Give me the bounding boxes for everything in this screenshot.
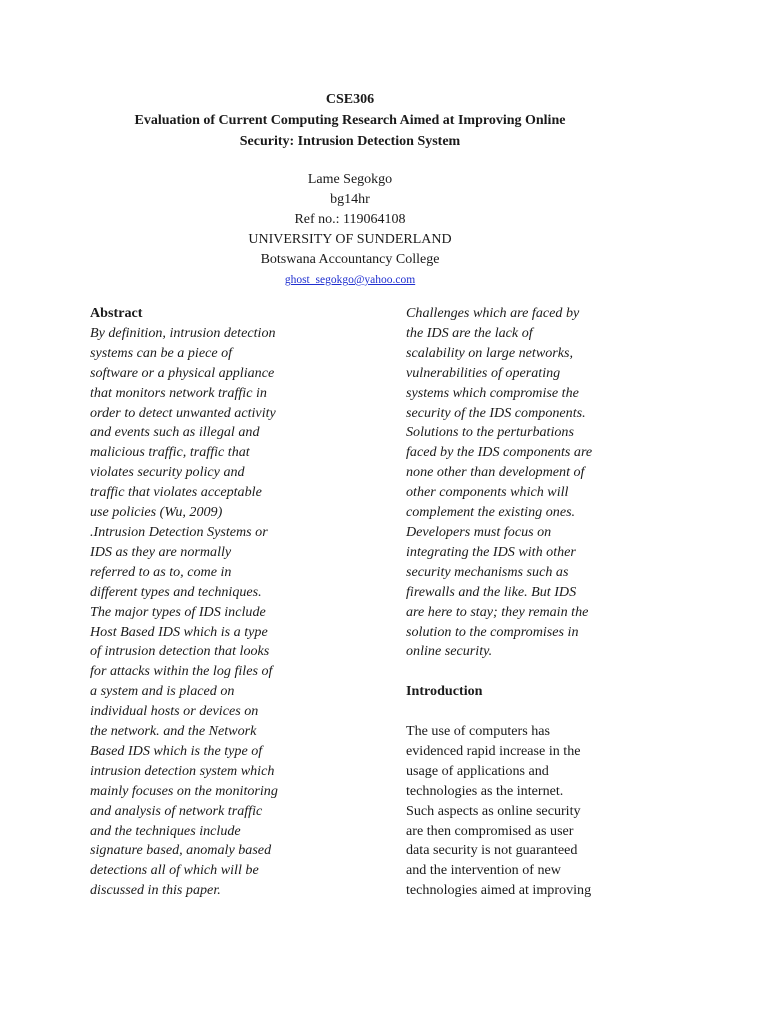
text-line: systems can be a piece of [90, 344, 233, 361]
text-line: IDS as they are normally [90, 543, 232, 560]
text-line: systems which compromise the [406, 384, 579, 401]
introduction-body [406, 722, 616, 901]
text-line: mainly focuses on the monitoring [90, 782, 278, 799]
text-line: for attacks within the log files of [90, 663, 273, 680]
introduction-heading: Introduction [406, 683, 483, 700]
title-line-2: Security: Intrusion Detection System [239, 134, 461, 149]
text-line: a system and is placed on [90, 683, 235, 700]
text-line: are then compromised as user [406, 822, 574, 839]
text-line: scalability on large networks, [406, 344, 574, 361]
author-ref-no: Ref no.: 119064108 [294, 212, 406, 227]
text-line: technologies as the internet. [406, 782, 564, 799]
author-name: Lame Segokgo [307, 172, 393, 187]
text-line: and the intervention of new [406, 862, 561, 879]
text-line: faced by the IDS components are [406, 444, 593, 461]
text-line: firewalls and the like. But IDS [406, 583, 577, 600]
text-line: .Intrusion Detection Systems or [90, 523, 268, 540]
text-line: of intrusion detection that looks [90, 643, 270, 660]
text-line: are here to stay; they remain the [406, 603, 589, 620]
text-line: By definition, intrusion detection [90, 324, 276, 341]
text-line: detections all of which will be [90, 862, 259, 879]
text-line: order to detect unwanted activity [90, 404, 276, 421]
author-block [0, 170, 700, 290]
text-line: the network. and the Network [90, 723, 257, 740]
text-line: evidenced rapid increase in the [406, 742, 581, 759]
text-line: The major types of IDS include [90, 603, 266, 620]
text-line: intrusion detection system which [90, 762, 275, 779]
text-line: technologies aimed at improving [406, 882, 592, 899]
text-line: individual hosts or devices on [90, 703, 259, 720]
author-college: Botswana Accountancy College [260, 252, 440, 267]
text-line: Such aspects as online security [406, 802, 581, 819]
text-line: integrating the IDS with other [406, 543, 576, 560]
text-line: use policies (Wu, 2009) [90, 504, 223, 521]
text-line: vulnerabilities of operating [406, 364, 561, 381]
text-line: violates security policy and [90, 464, 245, 481]
text-line: Based IDS which is the type of [90, 742, 263, 759]
text-line: referred to as to, come in [90, 563, 232, 580]
left-column [90, 304, 305, 901]
text-line: and events such as illegal and [90, 424, 260, 441]
abstract-heading: Abstract [90, 305, 143, 321]
text-line: none other than development of [406, 464, 585, 481]
author-user-id: bg14hr [330, 192, 370, 207]
text-line: Host Based IDS which is a type [90, 623, 268, 640]
text-line: complement the existing ones. [406, 504, 576, 521]
text-line: malicious traffic, traffic that [90, 444, 250, 461]
paper-title-block [0, 89, 700, 152]
text-line: signature based, anomaly based [90, 842, 272, 859]
text-line: Challenges which are faced by [406, 305, 580, 321]
text-line: online security. [406, 643, 493, 660]
text-line: security of the IDS components. [406, 404, 586, 421]
author-email-link[interactable]: ghost_segokgo@yahoo.com [284, 274, 416, 286]
text-line: usage of applications and [406, 762, 549, 779]
right-column [406, 304, 616, 901]
text-line: and the techniques include [90, 822, 241, 839]
course-code: CSE306 [325, 92, 375, 107]
text-line: and analysis of network traffic [90, 802, 263, 819]
text-line: traffic that violates acceptable [90, 484, 262, 501]
text-line: software or a physical appliance [90, 364, 275, 381]
text-line: data security is not guaranteed [406, 842, 578, 859]
text-line: other components which will [406, 484, 569, 501]
text-line: different types and techniques. [90, 583, 262, 600]
text-line: Developers must focus on [406, 523, 552, 540]
text-line: solution to the compromises in [406, 623, 579, 640]
text-line: security mechanisms such as [406, 563, 569, 580]
author-university: UNIVERSITY OF SUNDERLAND [248, 232, 452, 247]
text-line: the IDS are the lack of [406, 324, 533, 341]
text-line: discussed in this paper. [90, 882, 221, 899]
text-line: that monitors network traffic in [90, 384, 267, 401]
text-line: Solutions to the perturbations [406, 424, 574, 441]
abstract-continued [406, 304, 616, 662]
abstract-body [90, 324, 305, 901]
text-line: The use of computers has [406, 723, 551, 739]
title-line-1: Evaluation of Current Computing Research Aimed at Improving Online [134, 113, 566, 128]
